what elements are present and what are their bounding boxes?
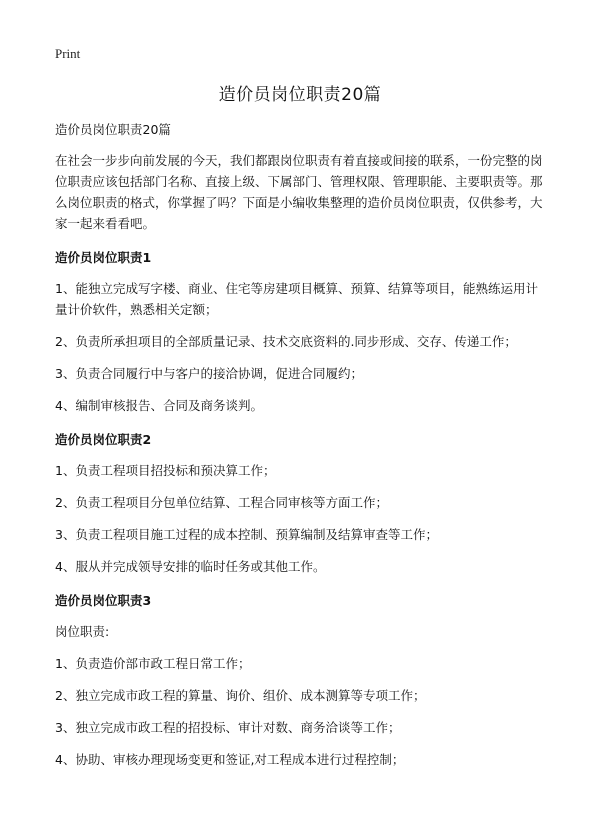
print-link[interactable]: Print bbox=[55, 46, 81, 61]
duty-item: 2、独立完成市政工程的算量、询价、组价、成本测算等专项工作； bbox=[55, 688, 426, 703]
duty-item: 2、负责所承担项目的全部质量记录、技术交底资料的.同步形成、交存、传递工作； bbox=[55, 334, 517, 349]
document-subtitle: 造价员岗位职责20篇 bbox=[55, 122, 171, 137]
page-title: 造价员岗位职责20篇 bbox=[218, 85, 382, 105]
duty-item: 4、协助、审核办理现场变更和签证,对工程成本进行过程控制； bbox=[55, 752, 405, 767]
duty-item: 4、编制审核报告、合同及商务谈判。 bbox=[55, 398, 263, 413]
section-heading: 造价员岗位职责2 bbox=[55, 432, 152, 447]
section-label: 岗位职责: bbox=[55, 624, 110, 639]
duty-item: 4、服从并完成领导安排的临时任务或其他工作。 bbox=[55, 559, 326, 574]
section-heading: 造价员岗位职责3 bbox=[55, 593, 152, 608]
intro-paragraph: 在社会一步步向前发展的今天，我们都跟岗位职责有着直接或间接的联系，一份完整的岗位职责应该包括部门名称、直接上级、下属部门、管理权限、管理职能、主要职责等。那么岗位职责的格式，你掌握了吗？下面是小编收集整理的造价员岗位职责，仅供参考，大家一起来看看吧。 bbox=[55, 153, 543, 231]
section-heading: 造价员岗位职责1 bbox=[55, 250, 152, 265]
duty-item: 1、能独立完成写字楼、商业、住宅等房建项目概算、预算、结算等项目，能熟练运用计量计价软件，熟悉相关定额； bbox=[55, 281, 538, 317]
duty-item: 1、负责造价部市政工程日常工作； bbox=[55, 656, 251, 671]
duty-item: 2、负责工程项目分包单位结算、工程合同审核等方面工作； bbox=[55, 495, 388, 510]
duty-item: 3、独立完成市政工程的招投标、审计对数、商务洽谈等工作； bbox=[55, 720, 401, 735]
duty-item: 3、负责工程项目施工过程的成本控制、预算编制及结算审查等工作； bbox=[55, 527, 438, 542]
duty-item: 3、负责合同履行中与客户的接洽协调，促进合同履约； bbox=[55, 366, 363, 381]
document-body bbox=[55, 119, 550, 781]
duty-item: 1、负责工程项目招投标和预决算工作； bbox=[55, 463, 276, 478]
